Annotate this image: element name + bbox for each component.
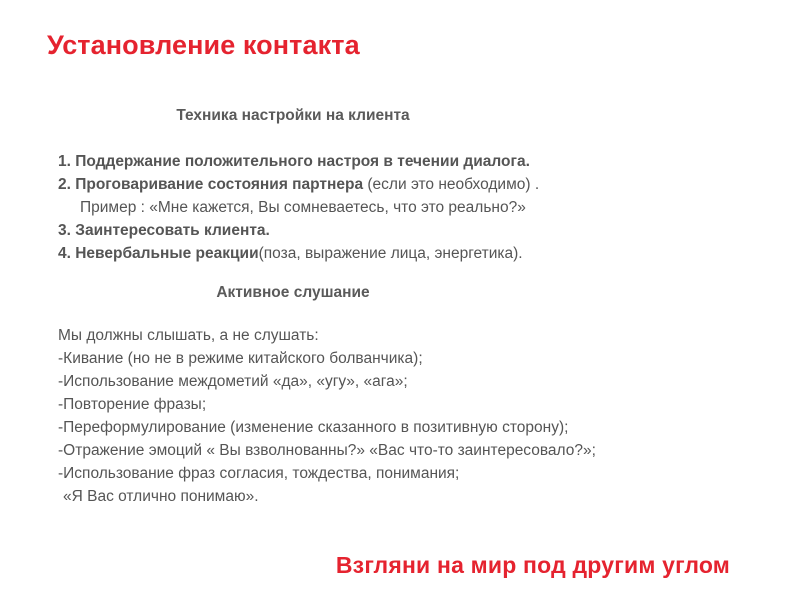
technique-item-4-normal: (поза, выражение лица, энергетика).	[258, 245, 523, 262]
listening-line: «Я Вас отлично понимаю».	[63, 488, 259, 505]
technique-example	[58, 196, 738, 219]
slide-content	[58, 103, 738, 508]
listening-line: -Кивание (но не в режиме китайского болванчика);	[58, 350, 423, 367]
listening-line: -Отражение эмоций « Вы взволнованны?» «Вас что-то заинтересовало?»;	[58, 442, 596, 459]
listening-line: -Переформулирование (изменение сказанного в позитивную сторону);	[58, 419, 569, 436]
listening-line: -Повторение фразы;	[58, 396, 207, 413]
slide-title: Установление контакта	[47, 30, 360, 60]
active-listening-list	[58, 324, 738, 508]
technique-item-2-normal: (если это необходимо) .	[363, 176, 540, 193]
slogan: Взгляни на мир под другим углом	[335, 552, 730, 578]
active-listening-heading: Активное слушание	[216, 284, 370, 301]
technique-item-1	[58, 150, 738, 173]
technique-item-2-bold: 2. Проговаривание состояния партнера	[58, 176, 364, 193]
technique-item-3	[58, 219, 738, 242]
technique-item-4	[58, 242, 738, 265]
technique-heading: Техника настройки на клиента	[176, 107, 410, 124]
technique-list	[58, 150, 738, 265]
listening-line: -Использование фраз согласия, тождества, понимания;	[58, 465, 460, 482]
technique-item-3-bold: 3. Заинтересовать клиента.	[58, 222, 270, 239]
technique-example-normal: Пример : «Мне кажется, Вы сомневаетесь, что это реально?»	[80, 199, 526, 216]
technique-item-1-bold: 1. Поддержание положительного настроя в течении диалога.	[58, 153, 530, 170]
listening-line: -Использование междометий «да», «угу», «ага»;	[58, 373, 408, 390]
technique-item-2	[58, 173, 738, 196]
listening-line: Мы должны слышать, а не слушать:	[58, 327, 319, 344]
technique-item-4-bold: 4. Невербальные реакции	[58, 245, 259, 262]
